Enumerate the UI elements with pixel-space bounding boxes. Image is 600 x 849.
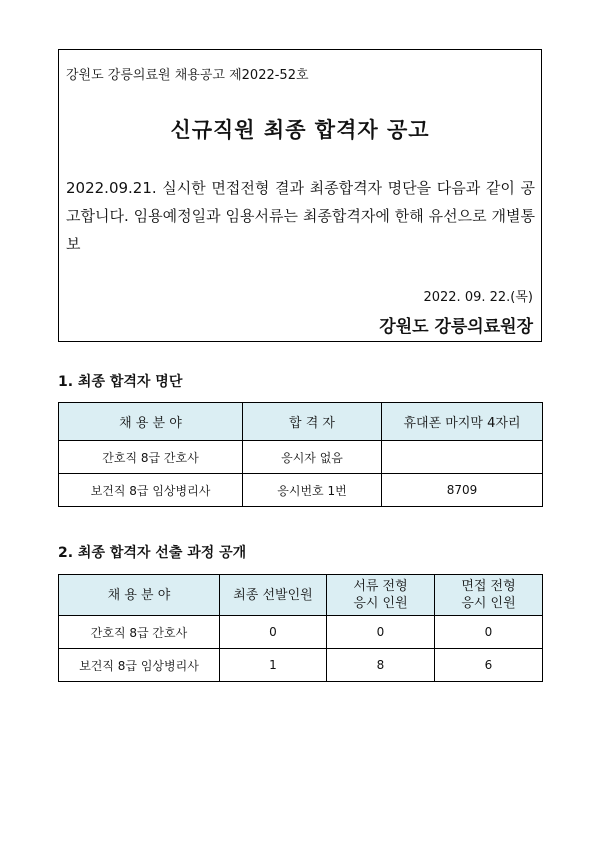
section-title-selection-process: 2. 최종 합격자 선출 과정 공개 <box>58 545 247 561</box>
notice-title: 신규직원 최종 합격자 공고 <box>170 118 430 142</box>
cell-field: 간호직 8급 간호사 <box>59 616 220 649</box>
header-document-applicants <box>327 575 435 616</box>
cell-phone <box>382 441 543 474</box>
cell-document-count: 8 <box>327 649 435 682</box>
cell-passer: 응시번호 1번 <box>243 474 382 507</box>
header-interview-applicants <box>435 575 543 616</box>
final-list-table <box>58 402 543 507</box>
cell-field: 보건직 8급 임상병리사 <box>59 474 243 507</box>
header-field: 채 용 분 야 <box>59 575 220 616</box>
cell-final-count: 0 <box>220 616 327 649</box>
table-row <box>59 616 543 649</box>
header-interview-line1: 면접 전형 <box>461 579 516 594</box>
header-passer: 합 격 자 <box>243 403 382 441</box>
cell-field: 간호직 8급 간호사 <box>59 441 243 474</box>
header-document-line2: 응시 인원 <box>353 596 408 611</box>
notice-date: 2022. 09. 22.(목) <box>423 290 533 305</box>
header-field: 채 용 분 야 <box>59 403 243 441</box>
cell-passer: 응시자 없음 <box>243 441 382 474</box>
header-phone: 휴대폰 마지막 4자리 <box>382 403 543 441</box>
cell-interview-count: 6 <box>435 649 543 682</box>
table-row <box>59 474 543 507</box>
table-header-row <box>59 575 543 616</box>
section-title-final-list: 1. 최종 합격자 명단 <box>58 374 183 390</box>
header-final-count: 최종 선발인원 <box>220 575 327 616</box>
header-document-line1: 서류 전형 <box>353 579 408 594</box>
notice-box <box>58 49 542 342</box>
notice-issuer: 강원도 강릉의료원장 <box>379 317 533 337</box>
table-row <box>59 441 543 474</box>
header-interview-line2: 응시 인원 <box>461 596 516 611</box>
cell-interview-count: 0 <box>435 616 543 649</box>
cell-phone: 8709 <box>382 474 543 507</box>
table-header-row <box>59 403 543 441</box>
cell-field: 보건직 8급 임상병리사 <box>59 649 220 682</box>
notice-number: 강원도 강릉의료원 채용공고 제2022-52호 <box>66 68 309 83</box>
table-row <box>59 649 543 682</box>
notice-body: 2022.09.21. 실시한 면접전형 결과 최종합격자 명단을 다음과 같이 공고합니다. 임용예정일과 임용서류는 최종합격자에 한해 유선으로 개별통보 <box>66 179 535 253</box>
cell-final-count: 1 <box>220 649 327 682</box>
selection-process-table <box>58 574 543 682</box>
cell-document-count: 0 <box>327 616 435 649</box>
